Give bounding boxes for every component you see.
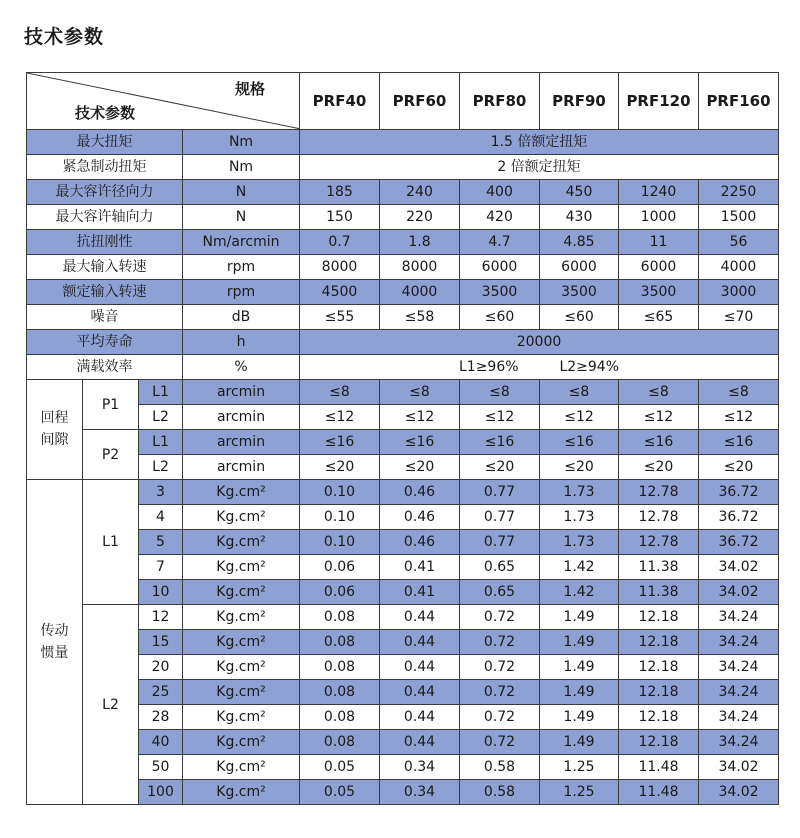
table-row [27, 180, 779, 205]
row-unit: Kg.cm² [183, 655, 300, 680]
efficiency-l2: L2≥94% [559, 359, 620, 375]
value-cell: 0.34 [380, 780, 460, 805]
row-unit: Kg.cm² [183, 580, 300, 605]
merged-value [300, 355, 779, 380]
value-cell: 4.85 [540, 230, 619, 255]
value-cell: 34.02 [699, 555, 779, 580]
table-row [27, 205, 779, 230]
row-unit: arcmin [183, 455, 300, 480]
table-row [27, 255, 779, 280]
row-unit: arcmin [183, 405, 300, 430]
value-cell: 11.48 [619, 755, 699, 780]
row-unit: Kg.cm² [183, 555, 300, 580]
level-label: L1 [139, 430, 183, 455]
value-cell: 0.77 [460, 505, 540, 530]
model-header: PRF160 [699, 73, 779, 130]
value-cell: ≤20 [699, 455, 779, 480]
value-cell: 1.49 [540, 605, 619, 630]
value-cell: 0.72 [460, 630, 540, 655]
value-cell: 12.18 [619, 655, 699, 680]
table-row [27, 155, 779, 180]
value-cell: 0.08 [300, 605, 380, 630]
row-unit: Nm [183, 155, 300, 180]
row-label: 最大输入转速 [27, 255, 183, 280]
row-label: 最大容许径向力 [27, 180, 183, 205]
ratio-cell: 100 [139, 780, 183, 805]
value-cell: ≤58 [380, 305, 460, 330]
value-cell: 0.44 [380, 630, 460, 655]
value-cell: 220 [380, 205, 460, 230]
value-cell: 6000 [540, 255, 619, 280]
value-cell: ≤12 [300, 405, 380, 430]
ratio-cell: 40 [139, 730, 183, 755]
value-cell: 0.44 [380, 655, 460, 680]
value-cell: 36.72 [699, 480, 779, 505]
value-cell: 1.25 [540, 780, 619, 805]
value-cell: 11.38 [619, 580, 699, 605]
value-cell: 0.65 [460, 580, 540, 605]
value-cell: 0.58 [460, 780, 540, 805]
value-cell: 12.18 [619, 705, 699, 730]
value-cell: ≤20 [460, 455, 540, 480]
page-title: 技术参数 [24, 26, 105, 48]
row-unit: Kg.cm² [183, 480, 300, 505]
value-cell: ≤20 [619, 455, 699, 480]
row-unit: Nm/arcmin [183, 230, 300, 255]
value-cell: 0.08 [300, 705, 380, 730]
row-unit: Kg.cm² [183, 680, 300, 705]
value-cell: 0.05 [300, 780, 380, 805]
value-cell: ≤8 [460, 380, 540, 405]
backlash-p1-label: P1 [83, 380, 139, 430]
spec-table [26, 72, 779, 805]
ratio-cell: 20 [139, 655, 183, 680]
row-unit: % [183, 355, 300, 380]
value-cell: ≤8 [380, 380, 460, 405]
value-cell: ≤12 [460, 405, 540, 430]
efficiency-l1: L1≥96% [458, 359, 519, 375]
row-label: 额定输入转速 [27, 280, 183, 305]
value-cell: 0.77 [460, 480, 540, 505]
value-cell: 0.72 [460, 680, 540, 705]
level-label: L1 [139, 380, 183, 405]
table-row [27, 230, 779, 255]
value-cell: 0.06 [300, 580, 380, 605]
value-cell: ≤16 [380, 430, 460, 455]
value-cell: 0.46 [380, 530, 460, 555]
ratio-cell: 5 [139, 530, 183, 555]
value-cell: 4000 [380, 280, 460, 305]
table-row [27, 380, 779, 405]
row-label: 紧急制动扭矩 [27, 155, 183, 180]
row-unit: arcmin [183, 380, 300, 405]
value-cell: 3000 [699, 280, 779, 305]
row-unit: rpm [183, 280, 300, 305]
value-cell: 0.72 [460, 705, 540, 730]
value-cell: ≤16 [460, 430, 540, 455]
value-cell: 34.24 [699, 680, 779, 705]
row-label: 平均寿命 [27, 330, 183, 355]
value-cell: 12.78 [619, 505, 699, 530]
value-cell: 34.24 [699, 730, 779, 755]
table-row [27, 755, 779, 780]
backlash-p2-label: P2 [83, 430, 139, 480]
value-cell: ≤20 [380, 455, 460, 480]
value-cell: 0.41 [380, 580, 460, 605]
value-cell: 1.8 [380, 230, 460, 255]
value-cell: 0.08 [300, 680, 380, 705]
value-cell: 1.73 [540, 505, 619, 530]
backlash-group-label: 回程间隙 [27, 380, 83, 480]
value-cell: 6000 [619, 255, 699, 280]
table-row [27, 455, 779, 480]
value-cell: 0.44 [380, 680, 460, 705]
param-label: 技术参数 [75, 104, 136, 122]
ratio-cell: 3 [139, 480, 183, 505]
value-cell: 3500 [619, 280, 699, 305]
value-cell: 8000 [380, 255, 460, 280]
table-row [27, 355, 779, 380]
value-cell: 430 [540, 205, 619, 230]
value-cell: 56 [699, 230, 779, 255]
row-unit: Kg.cm² [183, 730, 300, 755]
ratio-cell: 15 [139, 630, 183, 655]
value-cell: 0.77 [460, 530, 540, 555]
row-unit: dB [183, 305, 300, 330]
value-cell: 0.44 [380, 705, 460, 730]
value-cell: 0.10 [300, 480, 380, 505]
table-row [27, 780, 779, 805]
model-header: PRF120 [619, 73, 699, 130]
value-cell: 0.05 [300, 755, 380, 780]
table-row [27, 480, 779, 505]
value-cell: ≤60 [540, 305, 619, 330]
value-cell: 420 [460, 205, 540, 230]
value-cell: 0.08 [300, 630, 380, 655]
value-cell: 12.18 [619, 605, 699, 630]
value-cell: ≤70 [699, 305, 779, 330]
level-label: L2 [139, 405, 183, 430]
value-cell: 0.06 [300, 555, 380, 580]
value-cell: 150 [300, 205, 380, 230]
value-cell: 450 [540, 180, 619, 205]
value-cell: 1500 [699, 205, 779, 230]
value-cell: ≤16 [300, 430, 380, 455]
value-cell: 4500 [300, 280, 380, 305]
value-cell: 3500 [540, 280, 619, 305]
value-cell: 0.58 [460, 755, 540, 780]
value-cell: 0.44 [380, 730, 460, 755]
row-unit: Kg.cm² [183, 605, 300, 630]
value-cell: 34.24 [699, 655, 779, 680]
value-cell: 1.49 [540, 680, 619, 705]
value-cell: 1.49 [540, 730, 619, 755]
table-row [27, 580, 779, 605]
value-cell: 36.72 [699, 505, 779, 530]
value-cell: 1.73 [540, 530, 619, 555]
row-unit: arcmin [183, 430, 300, 455]
model-header: PRF90 [540, 73, 619, 130]
value-cell: 1.49 [540, 705, 619, 730]
value-cell: 36.72 [699, 530, 779, 555]
value-cell: 0.08 [300, 655, 380, 680]
value-cell: 2250 [699, 180, 779, 205]
ratio-cell: 4 [139, 505, 183, 530]
row-label: 抗扭刚性 [27, 230, 183, 255]
spec-label: 规格 [234, 80, 265, 98]
table-row [27, 630, 779, 655]
value-cell: 4000 [699, 255, 779, 280]
value-cell: ≤16 [540, 430, 619, 455]
merged-value: 1.5 倍额定扭矩 [300, 130, 779, 155]
table-row [27, 505, 779, 530]
value-cell: 12.18 [619, 680, 699, 705]
model-header: PRF40 [300, 73, 380, 130]
merged-value: 2 倍额定扭矩 [300, 155, 779, 180]
row-label: 最大容许轴向力 [27, 205, 183, 230]
ratio-cell: 10 [139, 580, 183, 605]
row-unit: h [183, 330, 300, 355]
ratio-cell: 50 [139, 755, 183, 780]
row-label: 噪音 [27, 305, 183, 330]
value-cell: 8000 [300, 255, 380, 280]
value-cell: ≤65 [619, 305, 699, 330]
row-unit: Kg.cm² [183, 530, 300, 555]
level-label: L2 [139, 455, 183, 480]
value-cell: ≤12 [619, 405, 699, 430]
table-row [27, 280, 779, 305]
value-cell: 0.65 [460, 555, 540, 580]
table-row [27, 405, 779, 430]
value-cell: ≤12 [540, 405, 619, 430]
table-row [27, 705, 779, 730]
value-cell: ≤20 [300, 455, 380, 480]
row-unit: N [183, 180, 300, 205]
table-row [27, 655, 779, 680]
header-diagonal-cell [27, 73, 300, 130]
header-row [27, 73, 779, 130]
inertia-group-label: 传动惯量 [27, 480, 83, 805]
inertia-l1-label: L1 [83, 480, 139, 605]
value-cell: 11.38 [619, 555, 699, 580]
value-cell: 34.02 [699, 755, 779, 780]
merged-value: 20000 [300, 330, 779, 355]
model-header: PRF80 [460, 73, 540, 130]
value-cell: 1.42 [540, 555, 619, 580]
table-row [27, 305, 779, 330]
value-cell: 0.08 [300, 730, 380, 755]
row-unit: Nm [183, 130, 300, 155]
value-cell: 400 [460, 180, 540, 205]
value-cell: 185 [300, 180, 380, 205]
value-cell: 12.18 [619, 730, 699, 755]
value-cell: 12.18 [619, 630, 699, 655]
row-unit: rpm [183, 255, 300, 280]
value-cell: 12.78 [619, 530, 699, 555]
value-cell: 3500 [460, 280, 540, 305]
value-cell: 1000 [619, 205, 699, 230]
value-cell: 0.44 [380, 605, 460, 630]
model-header: PRF60 [380, 73, 460, 130]
value-cell: 0.41 [380, 555, 460, 580]
value-cell: ≤12 [380, 405, 460, 430]
value-cell: 6000 [460, 255, 540, 280]
value-cell: 0.72 [460, 655, 540, 680]
inertia-l2-label: L2 [83, 605, 139, 805]
ratio-cell: 25 [139, 680, 183, 705]
value-cell: ≤8 [540, 380, 619, 405]
value-cell: 0.46 [380, 505, 460, 530]
row-label: 最大扭矩 [27, 130, 183, 155]
table-row [27, 530, 779, 555]
value-cell: 0.7 [300, 230, 380, 255]
value-cell: ≤8 [300, 380, 380, 405]
value-cell: 1.49 [540, 630, 619, 655]
value-cell: ≤16 [619, 430, 699, 455]
ratio-cell: 12 [139, 605, 183, 630]
table-row [27, 730, 779, 755]
value-cell: 0.10 [300, 530, 380, 555]
value-cell: 1.49 [540, 655, 619, 680]
value-cell: 1240 [619, 180, 699, 205]
value-cell: 1.42 [540, 580, 619, 605]
value-cell: 0.10 [300, 505, 380, 530]
value-cell: ≤8 [619, 380, 699, 405]
value-cell: 34.24 [699, 605, 779, 630]
value-cell: 11 [619, 230, 699, 255]
row-unit: N [183, 205, 300, 230]
row-label: 满载效率 [27, 355, 183, 380]
value-cell: 0.72 [460, 605, 540, 630]
value-cell: ≤60 [460, 305, 540, 330]
table-row [27, 680, 779, 705]
row-unit: Kg.cm² [183, 505, 300, 530]
table-row [27, 430, 779, 455]
row-unit: Kg.cm² [183, 755, 300, 780]
value-cell: 4.7 [460, 230, 540, 255]
row-unit: Kg.cm² [183, 630, 300, 655]
value-cell: ≤20 [540, 455, 619, 480]
value-cell: 0.72 [460, 730, 540, 755]
row-unit: Kg.cm² [183, 705, 300, 730]
value-cell: 34.24 [699, 705, 779, 730]
ratio-cell: 28 [139, 705, 183, 730]
value-cell: 12.78 [619, 480, 699, 505]
table-row [27, 605, 779, 630]
value-cell: 34.02 [699, 580, 779, 605]
value-cell: ≤16 [699, 430, 779, 455]
value-cell: 240 [380, 180, 460, 205]
value-cell: 1.73 [540, 480, 619, 505]
value-cell: ≤55 [300, 305, 380, 330]
table-row [27, 555, 779, 580]
value-cell: ≤8 [699, 380, 779, 405]
table-row [27, 130, 779, 155]
value-cell: ≤12 [699, 405, 779, 430]
table-row [27, 330, 779, 355]
row-unit: Kg.cm² [183, 780, 300, 805]
value-cell: 0.46 [380, 480, 460, 505]
ratio-cell: 7 [139, 555, 183, 580]
value-cell: 1.25 [540, 755, 619, 780]
value-cell: 11.48 [619, 780, 699, 805]
value-cell: 34.02 [699, 780, 779, 805]
value-cell: 0.34 [380, 755, 460, 780]
value-cell: 34.24 [699, 630, 779, 655]
